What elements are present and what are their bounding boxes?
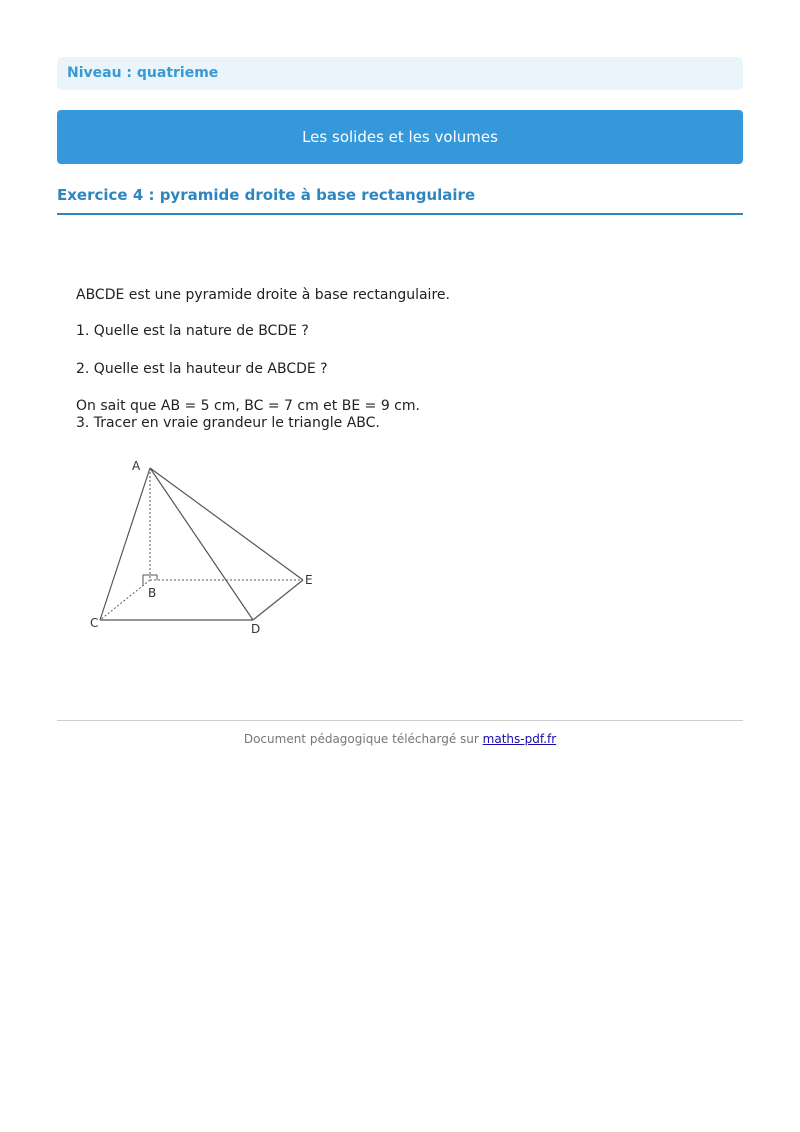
label-E: E <box>305 573 313 587</box>
exercise-title: Exercice 4 : pyramide droite à base rectangulaire <box>57 186 743 215</box>
question-2: 2. Quelle est la hauteur de ABCDE ? <box>76 361 328 377</box>
question-3: 3. Tracer en vraie grandeur le triangle ABC. <box>76 415 380 431</box>
level-banner <box>57 57 743 90</box>
footer <box>57 732 743 746</box>
question-1: 1. Quelle est la nature de BCDE ? <box>76 323 309 339</box>
footer-text: Document pédagogique téléchargé sur <box>243 732 479 746</box>
statement-text: ABCDE est une pyramide droite à base rectangulaire. <box>76 287 450 303</box>
pyramid-figure <box>85 455 325 640</box>
edge-DE <box>253 580 303 620</box>
label-D: D <box>251 622 261 636</box>
label-B: B <box>148 586 157 600</box>
level-label: Niveau : quatrieme <box>67 65 219 81</box>
footer-divider <box>57 720 743 721</box>
chapter-title-banner <box>57 110 743 164</box>
footer-link[interactable]: maths-pdf.fr <box>482 732 557 746</box>
given-data: On sait que AB = 5 cm, BC = 7 cm et BE = 9 cm. <box>76 398 420 414</box>
edge-AD <box>150 468 253 620</box>
label-C: C <box>90 616 99 630</box>
chapter-title: Les solides et les volumes <box>302 128 498 146</box>
label-A: A <box>132 459 141 473</box>
edge-BC-hidden <box>100 580 150 620</box>
edge-AC <box>100 468 150 620</box>
edge-AE <box>150 468 303 580</box>
